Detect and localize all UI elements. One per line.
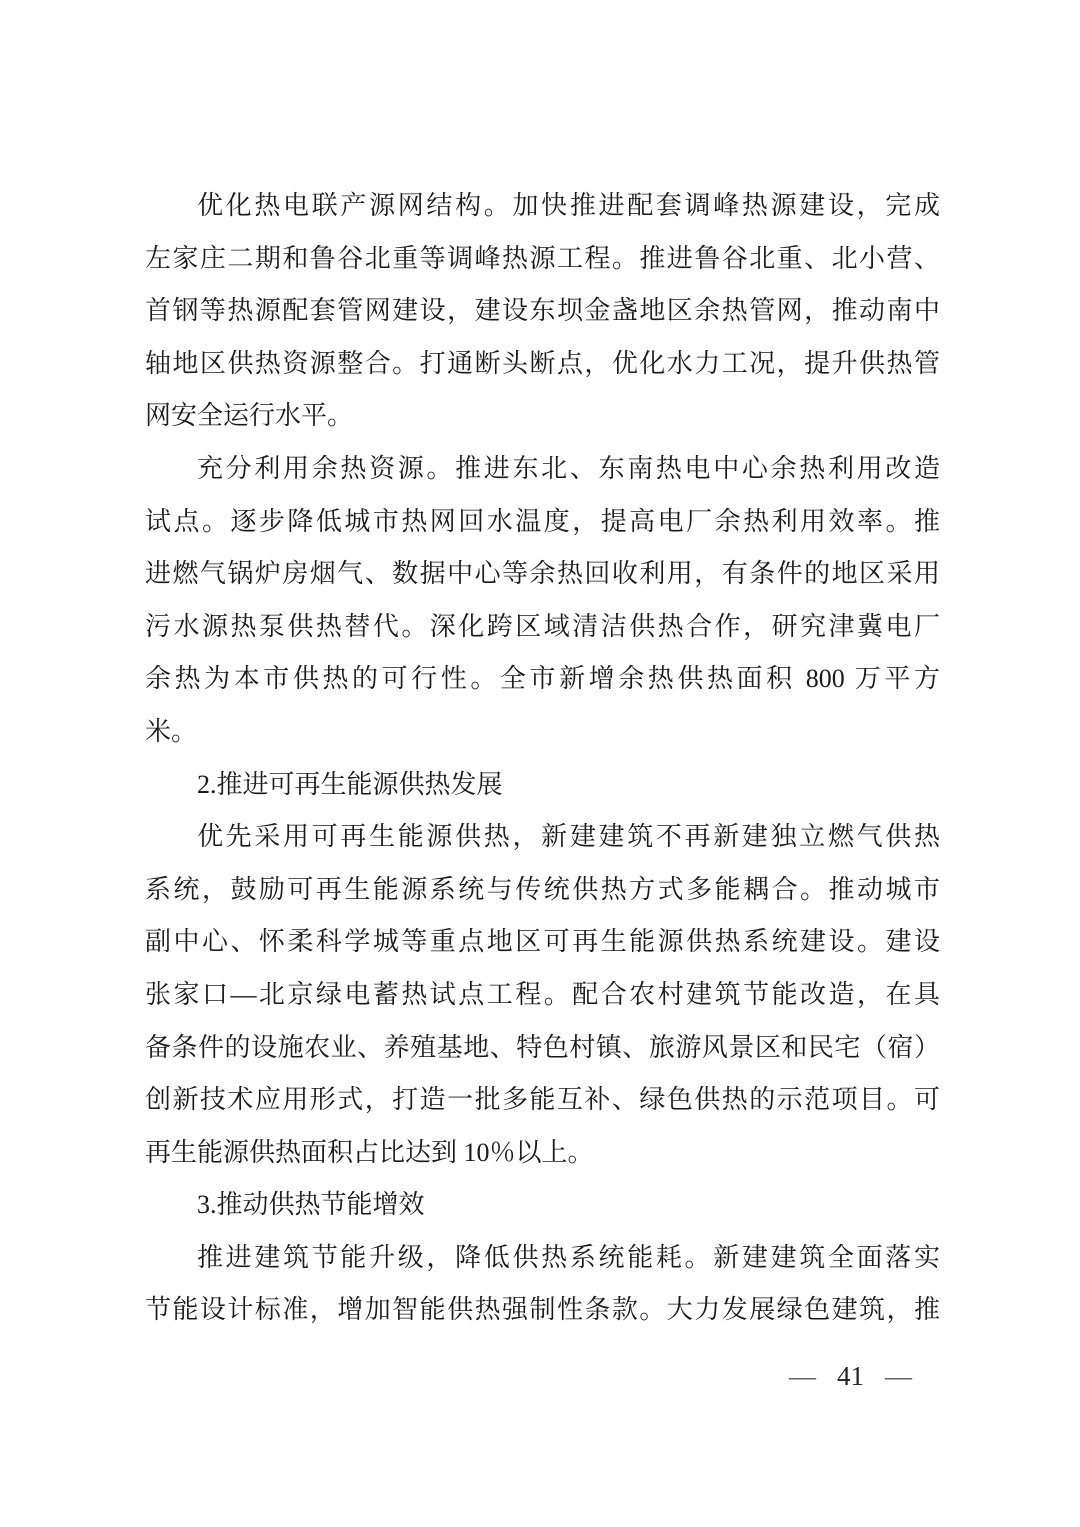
- section-heading: [145, 1179, 940, 1232]
- text-line: 创新技术应用形式，打造一批多能互补、绿色供热的示范项目。可: [145, 1085, 940, 1115]
- paragraph: [145, 443, 940, 759]
- document-body: [145, 180, 940, 1337]
- text-line: 轴地区供热资源整合。打通断头断点，优化水力工况，提升供热管: [145, 348, 940, 378]
- text-line: 网安全运行水平。: [145, 401, 354, 431]
- text-line: 推进建筑节能升级，降低供热系统能耗。新建建筑全面落实: [197, 1242, 940, 1272]
- text-line: 再生能源供热面积占比达到 10％以上。: [145, 1137, 594, 1167]
- paragraph: [145, 1232, 940, 1337]
- text-line: 系统，鼓励可再生能源系统与传统供热方式多能耦合。推动城市: [145, 874, 940, 904]
- section-heading: [145, 759, 940, 812]
- text-line: 左家庄二期和鲁谷北重等调峰热源工程。推进鲁谷北重、北小营、: [145, 243, 940, 273]
- text-line: 试点。逐步降低城市热网回水温度，提高电厂余热利用效率。推: [145, 506, 940, 536]
- heading-line: 2.推进可再生能源供热发展: [197, 769, 503, 799]
- text-line: 优先采用可再生能源供热，新建建筑不再新建独立燃气供热: [197, 822, 940, 852]
- text-line: 优化热电联产源网结构。加快推进配套调峰热源建设，完成: [197, 191, 940, 220]
- page-footer: [789, 1356, 912, 1396]
- text-line: 张家口—北京绿电蓄热试点工程。配合农村建筑节能改造，在具: [145, 979, 940, 1009]
- text-line: 充分利用余热资源。推进东北、东南热电中心余热利用改造: [197, 453, 940, 483]
- text-line: 备条件的设施农业、养殖基地、特色村镇、旅游风景区和民宅（宿）: [145, 1032, 940, 1062]
- text-line: 米。: [145, 716, 198, 746]
- text-line: 节能设计标准，增加智能供热强制性条款。大力发展绿色建筑，推: [145, 1295, 940, 1325]
- heading-line: 3.推动供热节能增效: [197, 1190, 425, 1220]
- paragraph: [145, 811, 940, 1179]
- footer-dash-left: —: [789, 1361, 816, 1391]
- paragraph: [145, 180, 940, 443]
- text-line: 余热为本市供热的可行性。全市新增余热供热面积 800 万平方: [145, 664, 940, 694]
- text-line: 首钢等热源配套管网建设，建设东坝金盏地区余热管网，推动南中: [145, 296, 940, 326]
- text-line: 进燃气锅炉房烟气、数据中心等余热回收利用，有条件的地区采用: [145, 559, 940, 589]
- text-line: 污水源热泵供热替代。深化跨区域清洁供热合作，研究津冀电厂: [145, 611, 940, 641]
- text-line: 副中心、怀柔科学城等重点地区可再生能源供热系统建设。建设: [145, 927, 940, 957]
- page-number: 41: [837, 1361, 864, 1391]
- footer-dash-right: —: [885, 1361, 912, 1391]
